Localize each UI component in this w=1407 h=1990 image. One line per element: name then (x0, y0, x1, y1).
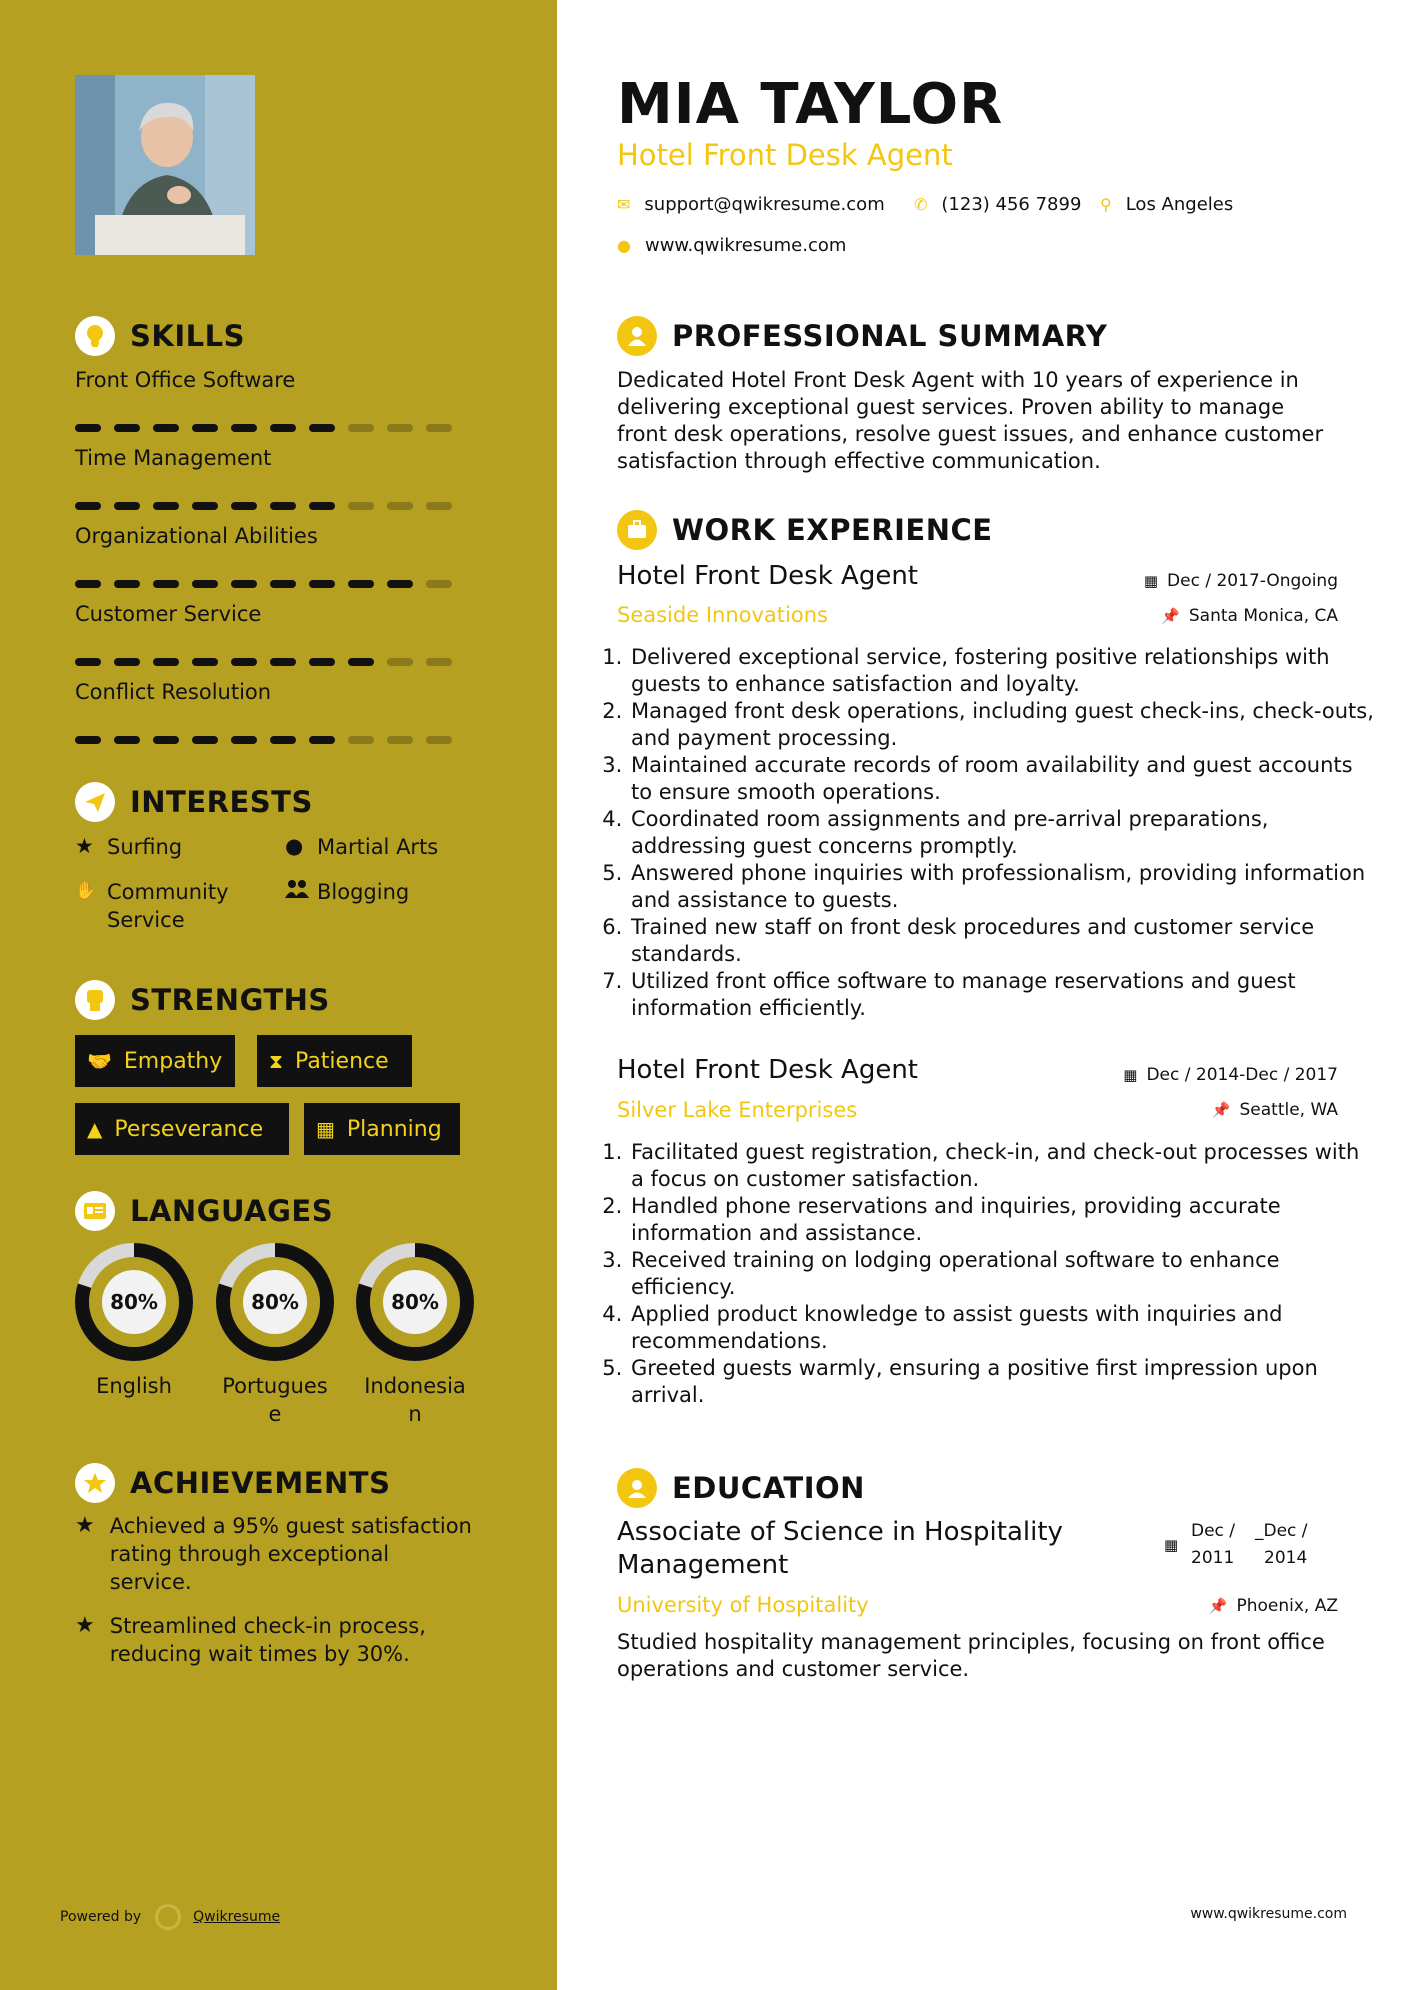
job-bullet: 5. Greeted guests warmly, ensuring a positive first impression upon arrival. (629, 1355, 1374, 1409)
language-progress-ring (353, 1240, 477, 1364)
skill-level-dot (348, 580, 374, 588)
achievement-item (75, 1512, 475, 1596)
education-school: University of Hospitality (617, 1593, 869, 1617)
job-location-text: Seattle, WA (1239, 1100, 1338, 1120)
skill-item (75, 368, 475, 432)
skill-level-dot (387, 502, 413, 510)
degree-line: Associate of Science in Hospitality (617, 1517, 1063, 1547)
job-company: Seaside Innovations (617, 603, 828, 627)
calendar-icon: ▦ (1164, 1536, 1179, 1554)
language-name-line: e (268, 1402, 282, 1426)
skill-item (75, 602, 475, 666)
skill-level-dot (348, 502, 374, 510)
skill-level-dot (309, 502, 335, 510)
interest-label: Surfing (107, 835, 183, 859)
skill-level-bar (75, 502, 475, 510)
achievements-heading (75, 1463, 390, 1503)
phone-text: (123) 456 7899 (941, 194, 1082, 215)
skill-name: Conflict Resolution (75, 680, 272, 704)
skill-name: Customer Service (75, 602, 262, 626)
job-company: Silver Lake Enterprises (617, 1098, 858, 1122)
interest-label-line: Community (107, 880, 229, 904)
interest-label (107, 878, 229, 934)
job-bullet: 4. Coordinated room assignments and pre-arrival preparations, addressing guest concerns promptly. (629, 806, 1374, 860)
skill-level-dot (75, 658, 101, 666)
edu-start-year: 2011 (1191, 1548, 1235, 1568)
language-name-line: n (408, 1402, 422, 1426)
skill-level-dot (192, 736, 218, 744)
map-pin-icon: ⚲ (1100, 195, 1112, 214)
strength-label: Planning (346, 1116, 442, 1142)
skill-level-dot (114, 658, 140, 666)
skill-level-dot (270, 580, 296, 588)
education-start-date (1191, 1518, 1235, 1572)
job-bullet: 5. Answered phone inquiries with professionalism, providing information and assistance to guests. (629, 860, 1374, 914)
degree-line: Management (617, 1550, 789, 1580)
qwikresume-link[interactable]: Qwikresume (193, 1909, 281, 1925)
skill-level-dot (153, 424, 179, 432)
skill-level-dot (426, 424, 452, 432)
skill-level-bar (75, 658, 475, 666)
sidebar (0, 0, 557, 1990)
strengths-heading (75, 980, 330, 1020)
job-bullets (609, 644, 1374, 1022)
skill-level-dot (153, 502, 179, 510)
skill-level-dot (114, 580, 140, 588)
trophy-star-icon: ★ (75, 1613, 95, 1638)
language-name (213, 1372, 337, 1428)
skill-level-bar (75, 736, 475, 744)
job-bullet: 7. Utilized front office software to manage reservations and guest information efficiently. (629, 968, 1374, 1022)
language-item (353, 1240, 477, 1428)
job-bullet: 3. Received training on lodging operational software to enhance efficiency. (629, 1247, 1374, 1301)
skill-level-dot (348, 736, 374, 744)
phone-icon: ✆ (914, 195, 928, 214)
interest-label-line: Service (107, 908, 185, 932)
hand-icon: ✋ (75, 881, 97, 901)
skill-name: Front Office Software (75, 368, 296, 392)
pin-icon: 📌 (1161, 607, 1180, 625)
skill-level-dot (192, 658, 218, 666)
achievement-item (75, 1612, 475, 1668)
globe-icon: ● (285, 834, 304, 858)
globe-icon: ● (617, 236, 631, 255)
skill-level-dot (153, 658, 179, 666)
skill-name: Time Management (75, 446, 272, 470)
location-text: Los Angeles (1125, 194, 1234, 215)
strength-tag-patience (257, 1035, 412, 1087)
job-role: Hotel Front Desk Agent (617, 561, 919, 591)
education-location (1209, 1596, 1338, 1616)
skill-level-dot (309, 658, 335, 666)
skill-level-dot (192, 424, 218, 432)
job-bullet: 1. Facilitated guest registration, check-in, and check-out processes with a focus on customer satisfaction. (629, 1139, 1374, 1193)
skill-level-dot (114, 736, 140, 744)
paper-plane-icon (75, 782, 115, 822)
calendar-icon: ▦ (1143, 572, 1159, 590)
strength-tag-perseverance (75, 1103, 289, 1155)
edu-start-month: Dec / (1191, 1521, 1236, 1541)
skill-level-dot (231, 502, 257, 510)
education-heading (617, 1468, 865, 1508)
job-bullet: 4. Applied product knowledge to assist guests with inquiries and recommendations. (629, 1301, 1374, 1355)
skill-level-dot (75, 736, 101, 744)
skills-heading (75, 316, 245, 356)
skills-title: SKILLS (130, 319, 245, 353)
hourglass-icon: ⧗ (269, 1049, 284, 1073)
contact-email[interactable] (617, 194, 885, 215)
job-bullet: 1. Delivered exceptional service, fostering positive relationships with guests to enhance satisfaction and loyalty. (629, 644, 1374, 698)
skill-level-dot (192, 502, 218, 510)
skill-level-dot (387, 424, 413, 432)
education-text: Studied hospitality management principles, focusing on front office operations and customer service. (617, 1630, 1325, 1681)
skill-level-dot (114, 502, 140, 510)
skill-level-dot (270, 502, 296, 510)
strength-label: Patience (295, 1048, 389, 1074)
skill-level-dot (270, 658, 296, 666)
skill-level-dot (114, 424, 140, 432)
briefcase-icon (617, 510, 657, 550)
id-card-icon (75, 1191, 115, 1231)
job-dates-text: Dec / 2014-Dec / 2017 (1146, 1065, 1338, 1085)
road-icon: ▲ (87, 1117, 103, 1141)
strength-tag-empathy (75, 1035, 235, 1087)
job-dates-text: Dec / 2017-Ongoing (1167, 571, 1338, 591)
skill-level-dot (270, 424, 296, 432)
contact-website[interactable] (617, 235, 846, 256)
interest-item-blogging (285, 878, 409, 906)
star-badge-icon (75, 1463, 115, 1503)
skill-level-dot (387, 658, 413, 666)
website-text: www.qwikresume.com (644, 235, 847, 256)
job-location (1161, 606, 1338, 626)
education-end-date (1255, 1518, 1308, 1572)
job-bullet: 6. Trained new staff on front desk procedures and customer service standards. (629, 914, 1374, 968)
skill-item (75, 446, 475, 510)
candidate-name: MIA TAYLOR (617, 72, 1004, 137)
interests-title: INTERESTS (130, 785, 313, 819)
users-icon (285, 878, 307, 906)
interest-item-surfing (75, 833, 182, 861)
languages-title: LANGUAGES (130, 1194, 334, 1228)
interests-heading (75, 782, 313, 822)
skill-level-dot (231, 658, 257, 666)
skill-level-dot (309, 424, 335, 432)
skill-level-dot (387, 736, 413, 744)
interest-item-martial-arts (285, 833, 438, 861)
star-icon: ★ (75, 834, 94, 858)
job-bullet: 3. Maintained accurate records of room availability and guest accounts to ensure smooth operations. (629, 752, 1374, 806)
skill-level-dot (387, 580, 413, 588)
job-bullet: 2. Managed front desk operations, including guest check-ins, check-outs, and payment processing. (629, 698, 1374, 752)
skill-level-dot (348, 658, 374, 666)
skill-level-dot (231, 424, 257, 432)
skill-level-dot (426, 502, 452, 510)
trophy-star-icon: ★ (75, 1513, 95, 1538)
skill-level-dot (153, 736, 179, 744)
language-percent-label: 80% (391, 1290, 439, 1314)
language-item (72, 1240, 196, 1400)
lightbulb-icon (75, 316, 115, 356)
skill-level-dot (75, 502, 101, 510)
summary-text: Dedicated Hotel Front Desk Agent with 10 years of experience in delivering exceptional guest services. Proven ability to manage front desk operations, resolve guest issues, and enhance customer satisfaction through effective communication. (617, 368, 1324, 473)
skill-item (75, 524, 475, 588)
envelope-icon: ✉ (617, 195, 631, 214)
skill-level-dot (75, 580, 101, 588)
skill-level-dot (426, 658, 452, 666)
user-icon (617, 316, 657, 356)
profile-photo (75, 75, 255, 255)
pin-icon: 📌 (1208, 1597, 1228, 1615)
job-location-text: Santa Monica, CA (1188, 606, 1338, 626)
achievement-text: Streamlined check-in process, reducing wait times by 30%. (109, 1614, 426, 1666)
language-name-line: Portugues (222, 1374, 328, 1398)
skill-level-dot (75, 424, 101, 432)
education-degree (617, 1516, 1137, 1582)
achievements-title: ACHIEVEMENTS (130, 1466, 391, 1500)
language-progress-ring (72, 1240, 196, 1364)
language-name-line: English (96, 1374, 172, 1398)
language-progress-ring (213, 1240, 337, 1364)
strength-tag-planning (304, 1103, 460, 1155)
skill-level-dot (309, 736, 335, 744)
footer-url[interactable]: www.qwikresume.com (1190, 1906, 1347, 1922)
job-dates (1123, 1065, 1338, 1085)
language-name-line: Indonesia (364, 1374, 466, 1398)
strength-label: Empathy (123, 1048, 223, 1074)
strengths-title: STRENGTHS (130, 983, 330, 1017)
language-percent-label: 80% (251, 1290, 299, 1314)
education-title: EDUCATION (672, 1471, 865, 1505)
contact-location (1100, 194, 1233, 215)
skill-level-bar (75, 424, 475, 432)
qwikresume-logo-icon (155, 1904, 181, 1930)
graduation-icon (617, 1468, 657, 1508)
powered-by-label: Powered by (60, 1909, 142, 1925)
language-name (353, 1372, 477, 1428)
skill-level-bar (75, 580, 475, 588)
experience-heading (617, 510, 993, 550)
language-item (213, 1240, 337, 1428)
skill-level-dot (270, 736, 296, 744)
achievement-text: Achieved a 95% guest satisfaction rating through exceptional service. (109, 1514, 472, 1594)
pin-icon: 📌 (1211, 1101, 1231, 1119)
email-text: support@qwikresume.com (644, 194, 885, 215)
summary-heading (617, 316, 1107, 356)
skill-level-dot (309, 580, 335, 588)
calendar-icon: ▦ (1123, 1066, 1138, 1084)
skill-level-dot (192, 580, 218, 588)
summary-title: PROFESSIONAL SUMMARY (672, 319, 1108, 353)
strength-label: Perseverance (114, 1116, 264, 1142)
interest-label: Martial Arts (317, 835, 439, 859)
skill-level-dot (231, 580, 257, 588)
skill-level-dot (426, 736, 452, 744)
contact-phone (914, 194, 1081, 215)
interest-item-community-service (75, 878, 229, 934)
skill-level-dot (153, 580, 179, 588)
job-bullets (609, 1139, 1374, 1409)
education-date-icon (1164, 1536, 1187, 1554)
skill-name: Organizational Abilities (75, 524, 318, 548)
edu-end-year: 2014 (1264, 1548, 1308, 1568)
education-location-text: Phoenix, AZ (1236, 1596, 1338, 1616)
handshake-icon: 🤝 (87, 1049, 112, 1073)
skill-level-dot (348, 424, 374, 432)
language-percent-label: 80% (110, 1290, 158, 1314)
edu-end-month: _Dec / (1255, 1521, 1308, 1541)
job-location (1212, 1100, 1338, 1120)
powered-by (60, 1904, 280, 1930)
job-dates (1144, 571, 1338, 591)
skill-item (75, 680, 475, 744)
candidate-title: Hotel Front Desk Agent (617, 138, 953, 172)
fist-icon (75, 980, 115, 1020)
main-content (557, 0, 1407, 1990)
languages-heading (75, 1191, 333, 1231)
calendar-icon: ▦ (316, 1117, 335, 1141)
language-name (72, 1372, 196, 1400)
job-role: Hotel Front Desk Agent (617, 1055, 919, 1085)
interest-label: Blogging (317, 880, 410, 904)
skill-level-dot (231, 736, 257, 744)
experience-title: WORK EXPERIENCE (672, 513, 993, 547)
skill-level-dot (426, 580, 452, 588)
job-bullet: 2. Handled phone reservations and inquiries, providing accurate information and assistance. (629, 1193, 1374, 1247)
